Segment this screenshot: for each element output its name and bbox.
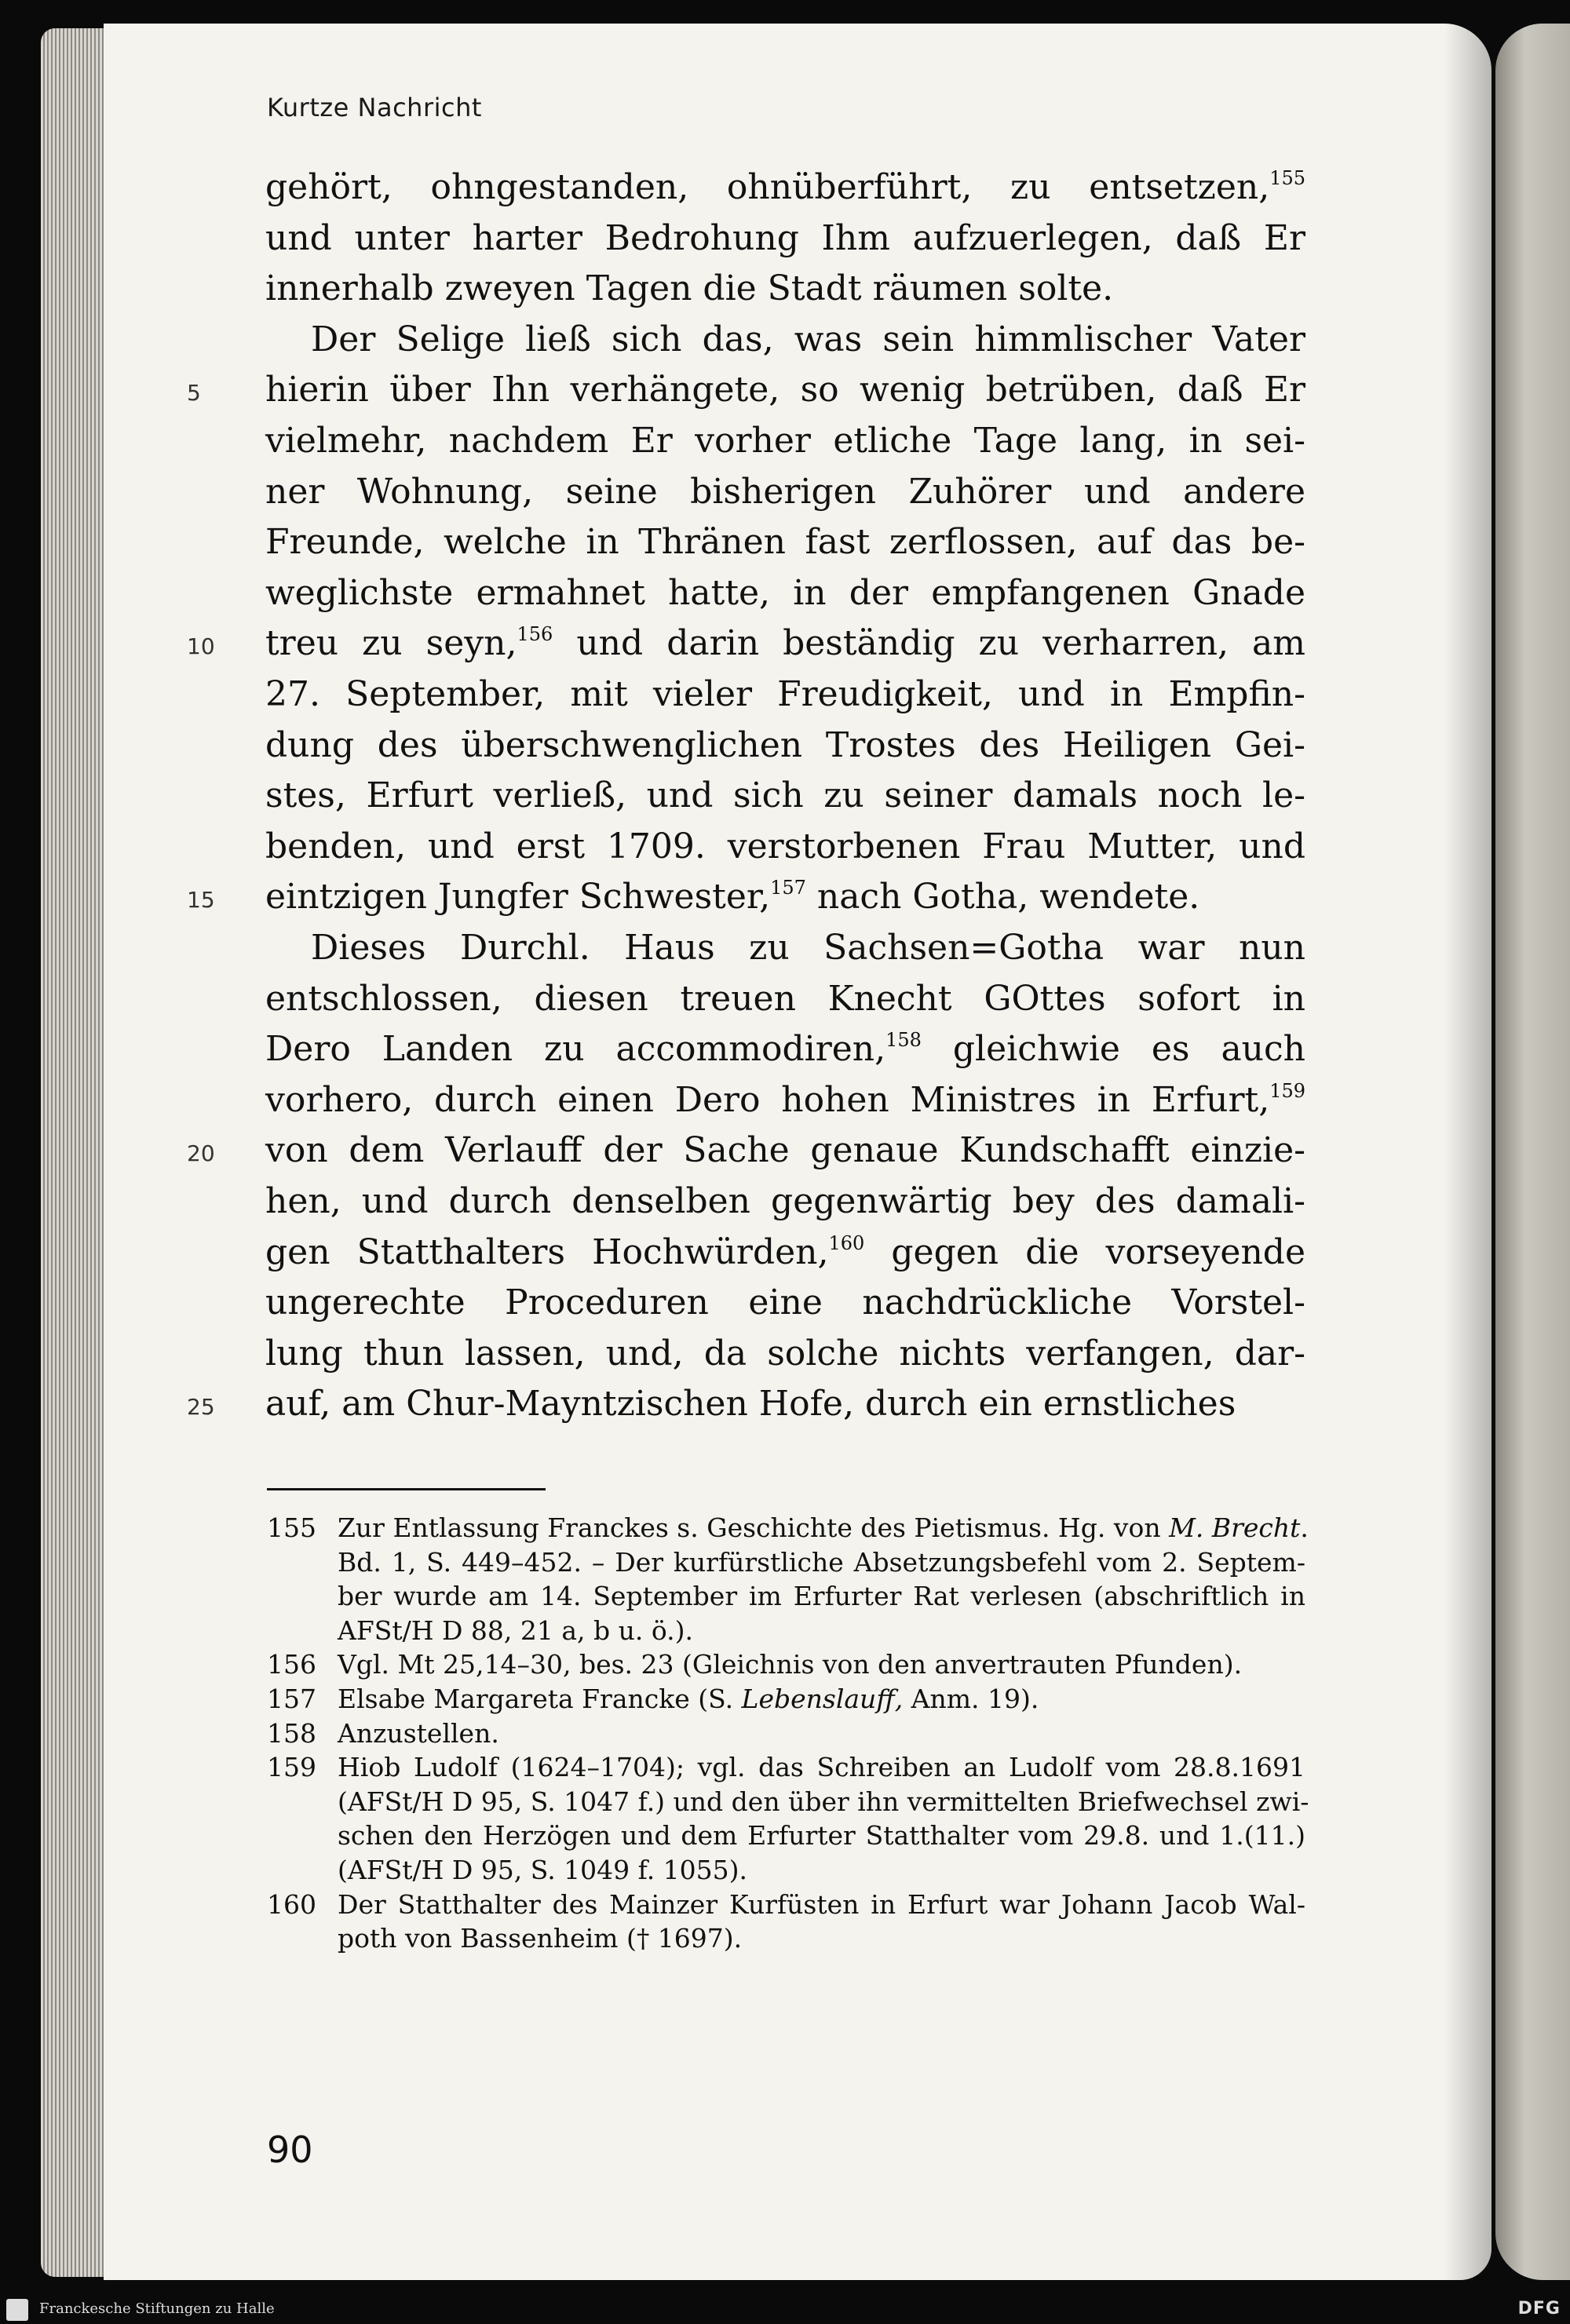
footnote-segment: (AFSt/H D 95, S. 1047 f.) und den über ihn vermittelten Briefwechsel zwi- [338,1786,1309,1817]
footnote-text [338,1647,1305,1682]
text-line [265,417,1305,465]
text-line [265,1126,1305,1175]
text-line [265,1076,1305,1125]
text-line [265,772,1305,820]
text-segment: 27. September, mit vieler Freudigkeit, und in Empfin- [265,674,1305,714]
footnote-text [338,1819,1305,1853]
line-number: 15 [187,887,215,914]
footnote-ref: 155 [1269,167,1305,189]
footnote-segment: schen den Herzögen und dem Erfurter Statthalter vom 29.8. und 1.(11.) [338,1820,1305,1852]
page-gutter-shadow [1444,24,1492,2280]
footnote-line [267,1750,1305,1785]
text-line [265,1279,1305,1327]
footnote-segment: Bd. 1, S. 449–452. – Der kurfürstliche Absetzungsbefehl vom 2. Septem- [338,1546,1305,1578]
footnote-text [338,1579,1305,1614]
footnote-segment: AFSt/H D 88, 21 a, b u. ö.). [338,1614,694,1646]
text-line [265,518,1305,567]
text-segment: Freunde, welche in Thränen fast zerflossen, auf das be- [265,522,1305,563]
footnote-line [267,1545,1305,1580]
footnote-text [338,1921,1305,1956]
text-line [265,670,1305,719]
book-page-edges [41,28,111,2277]
text-segment: entschlossen, diesen treuen Knecht GOttes sofort in [265,978,1305,1019]
text-line [265,468,1305,516]
footnote-line [267,1785,1309,1819]
text-segment: gegen die vorseyende [864,1231,1305,1272]
footnote-segment: ber wurde am 14. September im Erfurter Rat verlesen (abschriftlich in [338,1581,1305,1612]
page-number: 90 [267,2129,313,2171]
text-segment: vorhero, durch einen Dero hohen Ministres in Erfurt, [265,1079,1270,1120]
text-segment: hierin über Ihn verhängete, so wenig betrüben, daß Er [265,370,1305,410]
footnote-italic: Lebenslauff, [741,1684,904,1714]
footnote-line [267,1888,1305,1922]
footnote-text [338,1682,1305,1717]
footnote-text [338,1614,1305,1648]
text-segment: stes, Erfurt verließ, und sich zu seiner damals noch le- [265,775,1305,816]
text-segment: treu zu seyn, [265,623,517,664]
text-segment: dung des überschwenglichen Trostes des Heiligen Gei- [265,724,1305,765]
footnote-ref: 159 [1269,1079,1305,1102]
footnote-line [267,1819,1305,1853]
footnote-number: 155 [267,1512,316,1543]
footnote-ref: 157 [770,877,806,899]
footnote-segment: Anzustellen. [338,1717,499,1749]
footnote-segment: Elsabe Margareta Francke (S. [338,1684,742,1714]
text-line [265,1330,1305,1378]
text-line [265,873,1305,921]
viewer-footer [0,2296,1570,2324]
text-line [265,721,1305,770]
text-segment: von dem Verlauff der Sache genaue Kundschafft einzie- [265,1130,1305,1171]
text-line [265,924,1305,972]
text-line [265,366,1305,414]
footnote-number: 160 [267,1888,316,1920]
text-segment: gen Statthalters Hochwürden, [265,1231,829,1272]
text-segment: weglichste ermahnet hatte, in der empfangenen Gnade [265,572,1305,613]
footnote-number: 158 [267,1717,316,1749]
footnote-segment: . [1300,1512,1309,1543]
line-number: 25 [187,1394,215,1421]
footnote-segment: poth von Bassenheim († 1697). [338,1923,743,1954]
footnote-segment: Der Statthalter des Mainzer Kurfüsten in Erfurt war Johann Jacob Wal- [338,1888,1305,1920]
footnote-segment: Hiob Ludolf (1624–1704); vgl. das Schreiben an Ludolf vom 28.8.1691 [338,1752,1305,1783]
footnote-segment: Zur Entlassung Franckes s. Geschichte des Pietismus. Hg. von [338,1512,1170,1543]
text-segment: Dieses Durchl. Haus zu Sachsen=Gotha war nun [311,928,1305,968]
line-number: 5 [187,380,201,407]
text-line [265,1228,1305,1277]
text-line [265,265,1305,313]
footnote-ref: 156 [517,623,553,646]
text-line [265,823,1305,871]
dfg-logo: DFG [1517,2299,1561,2319]
line-number: 10 [187,633,215,660]
text-segment: vielmehr, nachdem Er vorher etliche Tage lang, in sei- [265,421,1305,461]
footnote-text [338,1888,1305,1922]
text-segment: nach Gotha, wendete. [805,877,1200,918]
line-number: 20 [187,1140,215,1167]
footnote-line [267,1682,1305,1717]
text-segment: Der Selige ließ sich das, was sein himmlischer Vater [311,319,1305,359]
text-line [265,1380,1305,1428]
text-line [265,619,1305,668]
footnote-text [338,1853,1305,1888]
text-line [265,975,1305,1023]
text-segment: eintzigen Jungfer Schwester, [265,877,771,918]
text-segment: auf, am Chur-Mayntzischen Hofe, durch ein ernstliches [265,1384,1236,1425]
footnote-line [267,1511,1309,1545]
text-line [265,316,1305,364]
text-line [265,1025,1305,1074]
text-segment: gleichwie es auch [921,1029,1305,1070]
text-segment: gehört, ohngestanden, ohnüberführt, zu entsetzen, [265,167,1270,207]
footnote-text [338,1511,1309,1545]
footnote-line [267,1853,1305,1888]
text-segment: und unter harter Bedrohung Ihm aufzuerlegen, daß Er [265,217,1305,258]
facing-page-edge [1495,24,1570,2280]
institution-logo-icon [6,2299,28,2321]
footnote-text [338,1717,1305,1751]
text-line [265,569,1305,618]
text-segment: und darin beständig zu verharren, am [553,623,1306,664]
footnote-number: 157 [267,1684,316,1714]
footnote-line [267,1614,1305,1648]
text-line [265,1177,1305,1226]
institution-name: Franckesche Stiftungen zu Halle [39,2300,275,2317]
text-line [265,214,1305,263]
text-segment: innerhalb zweyen Tagen die Stadt räumen solte. [265,268,1114,309]
running-header: Kurtze Nachricht [267,93,482,122]
footnote-segment: Anm. 19). [903,1684,1039,1714]
footnote-italic: M. Brecht [1169,1512,1301,1543]
footnote-line [267,1921,1305,1956]
footnote-segment: (AFSt/H D 95, S. 1049 f. 1055). [338,1855,748,1885]
footnote-text [338,1750,1305,1785]
footnote-text [338,1785,1309,1819]
footnote-number: 156 [267,1649,316,1680]
text-line [265,163,1305,212]
text-segment: lung thun lassen, und, da solche nichts verfangen, dar- [265,1333,1305,1374]
footnote-line [267,1647,1305,1682]
footnote-line [267,1579,1305,1614]
text-segment: ner Wohnung, seine bisherigen Zuhörer und andere [265,471,1305,512]
footnote-text [338,1545,1305,1580]
footnote-rule [267,1488,546,1490]
text-segment: benden, und erst 1709. verstorbenen Frau Mutter, und [265,826,1305,866]
footnote-ref: 158 [885,1029,922,1052]
footnote-ref: 160 [828,1231,865,1254]
footnote-line [267,1717,1305,1751]
text-segment: ungerechte Proceduren eine nachdrückliche Vorstel- [265,1282,1305,1323]
footnote-segment: Vgl. Mt 25,14–30, bes. 23 (Gleichnis von den anvertrauten Pfunden). [338,1649,1243,1680]
footnote-number: 159 [267,1752,316,1783]
text-segment: hen, und durch denselben gegenwärtig bey des damali- [265,1181,1305,1221]
text-segment: Dero Landen zu accommodiren, [265,1029,886,1070]
